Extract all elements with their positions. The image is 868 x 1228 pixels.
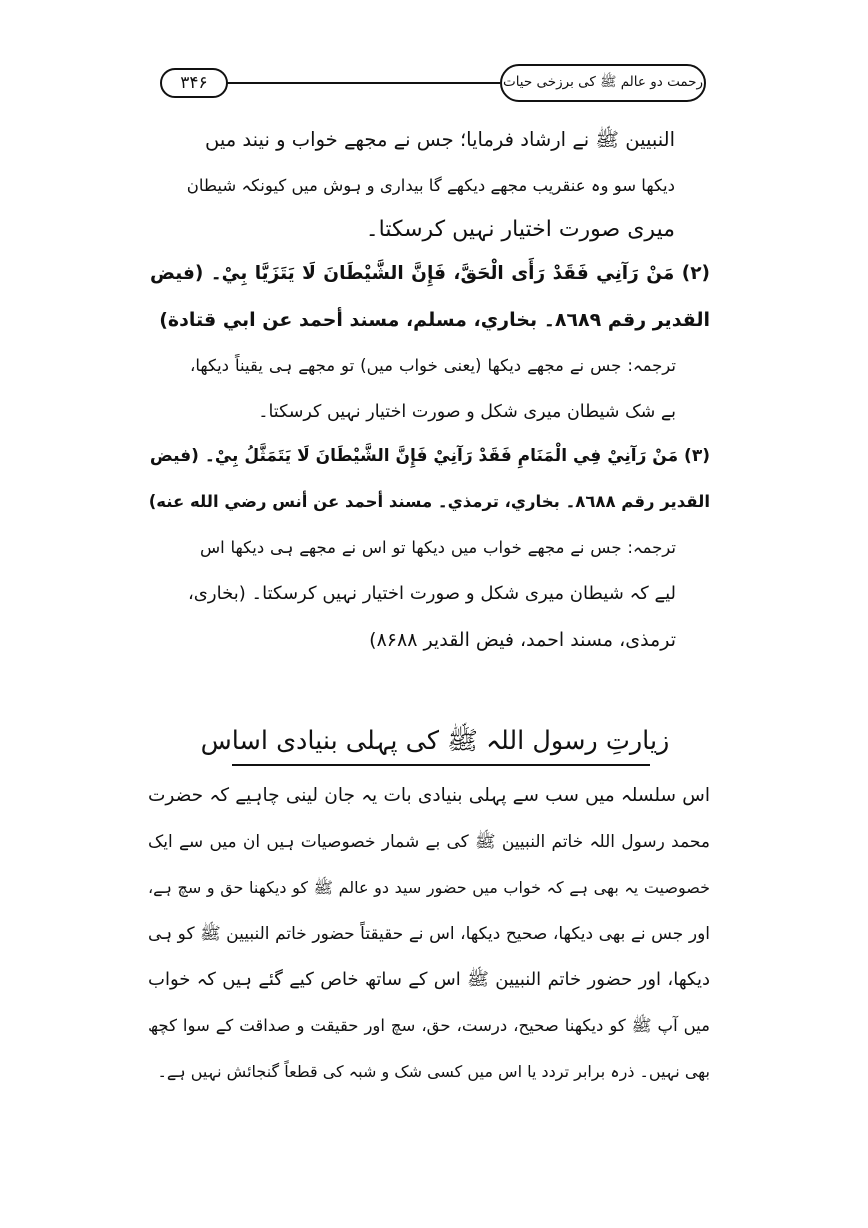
hadith-2-arabic: (۲) مَنْ رَآنِي فَقَدْ رَأَى الْحَقَّ، فَإِنَّ الشَّيْطَانَ لَا يَتَزَيَّا بِيْ۔ (فیض	[150, 263, 710, 284]
page-number: ۳۴۶	[160, 68, 228, 98]
heading-underline	[232, 764, 650, 766]
section-heading: زیارتِ رسول اللہ ﷺ کی پہلی بنیادی اساس	[200, 726, 670, 756]
hadith-2-reference: القدير رقم ٨٦٨٩۔ بخاري، مسلم، مسند أحمد عن ابي قتادة)	[159, 309, 710, 331]
paragraph-line: میری صورت اختیار نہیں کرسکتا۔	[365, 217, 675, 242]
hadith-2-translation-line: ترجمہ: جس نے مجھے دیکھا (یعنی خواب میں) تو مجھے ہی یقیناً دیکھا،	[190, 356, 676, 375]
hadith-3-arabic: (۳) مَنْ رَآنِيْ فِي الْمَنَامِ فَقَدْ رَآنِيْ فَإِنَّ الشَّيْطَانَ لَا يَتَمَثَّلُ بِيْ۔ (فیض	[149, 446, 710, 466]
hadith-3-translation-line: لیے کہ شیطان میری شکل و صورت اختیار نہیں کرسکتا۔ (بخاری،	[188, 583, 676, 604]
paragraph-line: محمد رسول اللہ خاتم النبیین ﷺ کی بے شمار خصوصیات ہیں ان میں سے ایک	[148, 832, 710, 852]
paragraph-line: دیکھا سو وہ عنقریب مجھے دیکھے گا بیداری و ہوش میں کیونکہ شیطان	[186, 176, 675, 195]
paragraph-line: اور جس نے بھی دیکھا، صحیح دیکھا، اس نے حقیقتاً حضور خاتم النبیین ﷺ کو ہی	[148, 924, 710, 944]
paragraph-line: النبیین ﷺ نے ارشاد فرمایا؛ جس نے مجھے خواب و نیند میں	[205, 128, 675, 151]
paragraph-line: اس سلسلہ میں سب سے پہلی بنیادی بات یہ جان لینی چاہیے کہ حضرت	[148, 785, 710, 806]
hadith-2-translation-line: بے شک شیطان میری شکل و صورت اختیار نہیں کرسکتا۔	[258, 402, 676, 422]
hadith-3-reference: القدير رقم ٨٦٨٨۔ بخاري، ترمذي۔ مسند أحمد عن أنس رضي الله عنه)	[148, 492, 710, 511]
running-title: رحمت دو عالم ﷺ کی برزخی حیات	[500, 64, 706, 102]
hadith-3-translation-line: ترمذی، مسند احمد، فیض القدیر ۸۶۸۸)	[369, 629, 676, 651]
paragraph-line: دیکھا، اور حضور خاتم النبیین ﷺ اس کے ساتھ خاص کیے گئے ہیں کہ خواب	[148, 969, 710, 990]
hadith-3-translation-line: ترجمہ: جس نے مجھے خواب میں دیکھا تو اس نے مجھے ہی دیکھا اس	[200, 538, 676, 557]
header-divider	[226, 82, 500, 84]
paragraph-line: خصوصیت یہ بھی ہے کہ خواب میں حضور سید دو عالم ﷺ کو دیکھنا حق و سچ ہے،	[148, 878, 710, 897]
paragraph-line: بھی نہیں۔ ذرہ برابر تردد یا اس میں کسی شک و شبہ کی قطعاً گنجائش نہیں ہے۔	[157, 1062, 710, 1081]
paragraph-line: میں آپ ﷺ کو دیکھنا صحیح، درست، حق، سچ اور حقیقت و صداقت کے سوا کچھ	[148, 1016, 710, 1035]
